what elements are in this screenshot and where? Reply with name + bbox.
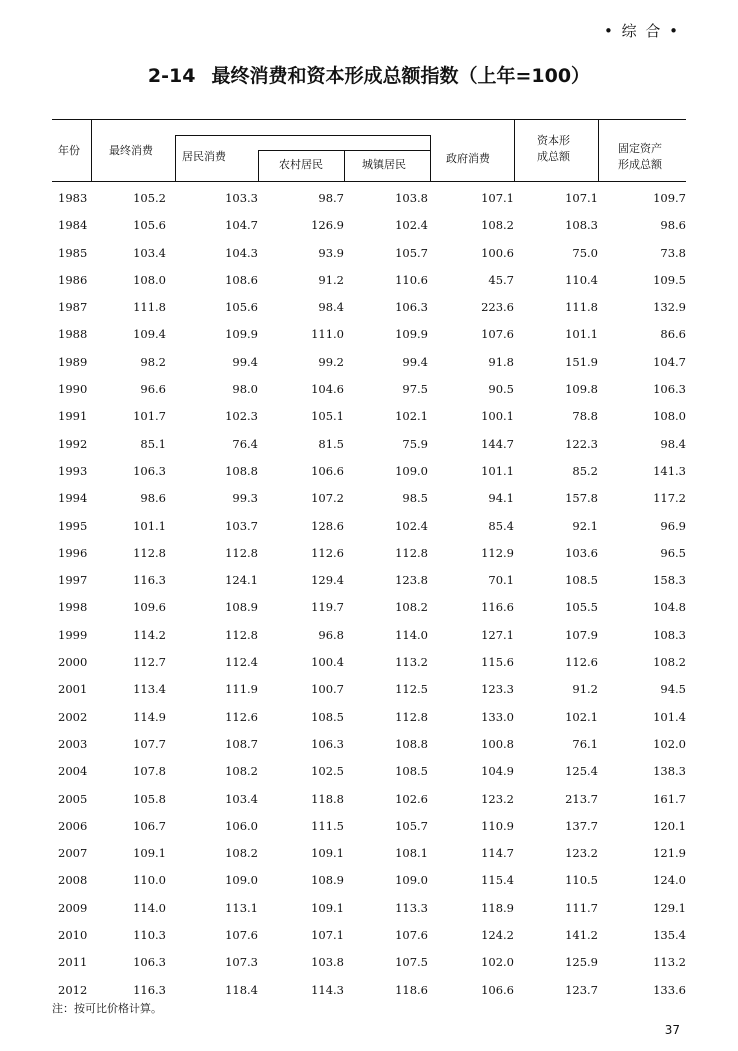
table-row xyxy=(52,485,686,512)
row-value: 105.7 xyxy=(395,818,428,833)
row-year: 1985 xyxy=(58,245,88,260)
row-value: 106.3 xyxy=(133,463,166,478)
table-row xyxy=(52,867,686,894)
row-value: 109.0 xyxy=(225,873,258,888)
divider-government xyxy=(430,135,431,181)
row-value: 85.4 xyxy=(488,518,514,533)
row-value: 105.5 xyxy=(565,600,598,615)
row-value: 108.9 xyxy=(311,873,344,888)
row-value: 113.3 xyxy=(395,900,428,915)
row-value: 96.8 xyxy=(318,627,344,642)
row-value: 108.2 xyxy=(225,846,258,861)
row-value: 98.4 xyxy=(318,300,344,315)
header-capital-formation-line2: 成总额 xyxy=(537,150,570,163)
table-row xyxy=(52,321,686,348)
row-value: 129.1 xyxy=(653,900,686,915)
row-value: 108.5 xyxy=(395,764,428,779)
row-value: 91.8 xyxy=(488,354,514,369)
row-value: 213.7 xyxy=(565,791,598,806)
row-value: 105.2 xyxy=(133,191,166,205)
row-value: 118.6 xyxy=(395,982,428,997)
row-value: 123.3 xyxy=(481,682,514,697)
row-value: 99.2 xyxy=(318,354,344,369)
row-value: 108.2 xyxy=(395,600,428,615)
row-value: 108.2 xyxy=(225,764,258,779)
row-value: 98.4 xyxy=(660,436,686,451)
row-value: 101.1 xyxy=(133,518,166,533)
row-value: 98.7 xyxy=(318,191,344,205)
row-value: 104.6 xyxy=(311,382,344,397)
table-row xyxy=(52,403,686,430)
row-year: 2009 xyxy=(58,900,88,915)
row-year: 2006 xyxy=(58,818,88,833)
row-value: 111.8 xyxy=(565,300,598,315)
row-value: 116.3 xyxy=(133,573,166,588)
row-value: 100.8 xyxy=(481,736,514,751)
row-value: 92.1 xyxy=(572,518,598,533)
table-row xyxy=(52,676,686,703)
row-value: 108.9 xyxy=(225,600,258,615)
row-year: 1991 xyxy=(58,409,88,424)
row-value: 76.1 xyxy=(572,736,598,751)
row-value: 103.7 xyxy=(225,518,258,533)
row-value: 112.8 xyxy=(395,709,428,724)
row-year: 2005 xyxy=(58,791,88,806)
table-row xyxy=(52,704,686,731)
row-value: 111.5 xyxy=(311,818,344,833)
row-value: 105.6 xyxy=(133,218,166,233)
table-row xyxy=(52,294,686,321)
page-number: 37 xyxy=(664,1023,680,1037)
table-row xyxy=(52,840,686,867)
row-value: 117.2 xyxy=(653,491,686,506)
row-value: 107.8 xyxy=(133,764,166,779)
header-fixed-capital-line1: 固定资产 xyxy=(618,142,662,155)
row-value: 118.9 xyxy=(481,900,514,915)
row-year: 2001 xyxy=(58,682,88,697)
table-title xyxy=(0,61,738,88)
row-year: 2000 xyxy=(58,655,88,670)
row-value: 109.7 xyxy=(653,191,686,205)
row-value: 85.1 xyxy=(140,436,166,451)
table-row xyxy=(52,349,686,376)
row-value: 102.1 xyxy=(565,709,598,724)
row-value: 108.5 xyxy=(311,709,344,724)
row-value: 86.6 xyxy=(660,327,686,342)
row-value: 161.7 xyxy=(653,791,686,806)
row-year: 1990 xyxy=(58,382,88,397)
row-year: 1996 xyxy=(58,545,88,560)
row-value: 96.9 xyxy=(660,518,686,533)
row-value: 114.2 xyxy=(133,627,166,642)
row-value: 108.2 xyxy=(481,218,514,233)
row-value: 108.5 xyxy=(565,573,598,588)
table-note: 注：按可比价格计算。 xyxy=(52,1002,162,1015)
row-value: 135.4 xyxy=(653,928,686,943)
row-value: 113.2 xyxy=(395,655,428,670)
row-year: 1998 xyxy=(58,600,88,615)
row-value: 124.1 xyxy=(225,573,258,588)
row-value: 102.0 xyxy=(481,955,514,970)
row-value: 96.6 xyxy=(140,382,166,397)
divider-final-consumption xyxy=(175,135,176,181)
header-fixed-capital-line2: 形成总额 xyxy=(618,158,662,171)
row-value: 106.3 xyxy=(133,955,166,970)
row-value: 106.3 xyxy=(653,382,686,397)
table-row xyxy=(52,540,686,567)
row-value: 104.3 xyxy=(225,245,258,260)
row-value: 111.9 xyxy=(225,682,258,697)
row-value: 109.9 xyxy=(225,327,258,342)
row-value: 97.5 xyxy=(402,382,428,397)
row-value: 113.2 xyxy=(653,955,686,970)
row-value: 103.6 xyxy=(565,545,598,560)
row-value: 112.6 xyxy=(225,709,258,724)
header-year: 年份 xyxy=(58,144,80,157)
row-value: 107.6 xyxy=(395,928,428,943)
row-value: 94.5 xyxy=(660,682,686,697)
row-value: 91.2 xyxy=(572,682,598,697)
row-value: 137.7 xyxy=(565,818,598,833)
row-value: 112.7 xyxy=(133,655,166,670)
row-value: 99.4 xyxy=(232,354,258,369)
row-value: 94.1 xyxy=(488,491,514,506)
row-year: 1993 xyxy=(58,463,88,478)
row-value: 81.5 xyxy=(318,436,344,451)
header-final-consumption: 最终消费 xyxy=(109,144,153,157)
row-value: 112.6 xyxy=(311,545,344,560)
row-value: 107.7 xyxy=(133,736,166,751)
row-value: 101.7 xyxy=(133,409,166,424)
row-value: 124.0 xyxy=(653,873,686,888)
row-value: 111.0 xyxy=(311,327,344,342)
row-value: 123.8 xyxy=(395,573,428,588)
row-value: 108.6 xyxy=(225,272,258,287)
row-year: 1988 xyxy=(58,327,88,342)
row-value: 108.0 xyxy=(133,272,166,287)
household-top-rule xyxy=(175,135,430,136)
row-value: 107.6 xyxy=(481,327,514,342)
row-year: 2012 xyxy=(58,982,88,997)
row-value: 103.8 xyxy=(311,955,344,970)
table-row xyxy=(52,240,686,267)
table-row xyxy=(52,758,686,785)
row-value: 105.8 xyxy=(133,791,166,806)
row-value: 112.4 xyxy=(225,655,258,670)
divider-fixed xyxy=(598,119,599,181)
row-year: 1992 xyxy=(58,436,88,451)
row-value: 107.3 xyxy=(225,955,258,970)
row-value: 102.0 xyxy=(653,736,686,751)
row-value: 101.1 xyxy=(565,327,598,342)
row-value: 110.9 xyxy=(481,818,514,833)
row-year: 1984 xyxy=(58,218,88,233)
row-value: 109.6 xyxy=(133,600,166,615)
table-row xyxy=(52,431,686,458)
row-value: 115.4 xyxy=(481,873,514,888)
row-value: 110.4 xyxy=(565,272,598,287)
row-value: 102.1 xyxy=(395,409,428,424)
row-value: 125.9 xyxy=(565,955,598,970)
row-value: 70.1 xyxy=(488,573,514,588)
divider-capital xyxy=(514,119,515,181)
row-value: 108.8 xyxy=(225,463,258,478)
row-value: 112.8 xyxy=(395,545,428,560)
row-value: 102.3 xyxy=(225,409,258,424)
row-value: 106.3 xyxy=(395,300,428,315)
row-value: 110.6 xyxy=(395,272,428,287)
row-value: 111.8 xyxy=(133,300,166,315)
row-value: 107.5 xyxy=(395,955,428,970)
row-value: 158.3 xyxy=(653,573,686,588)
row-value: 73.8 xyxy=(660,245,686,260)
row-year: 1997 xyxy=(58,573,88,588)
row-value: 98.2 xyxy=(140,354,166,369)
row-value: 110.0 xyxy=(133,873,166,888)
row-value: 98.0 xyxy=(232,382,258,397)
row-value: 108.3 xyxy=(653,627,686,642)
divider-year xyxy=(91,119,92,181)
row-value: 102.4 xyxy=(395,218,428,233)
row-value: 76.4 xyxy=(232,436,258,451)
row-value: 108.2 xyxy=(653,655,686,670)
row-value: 98.6 xyxy=(660,218,686,233)
row-year: 1999 xyxy=(58,627,88,642)
row-value: 78.8 xyxy=(572,409,598,424)
row-year: 1983 xyxy=(58,191,88,205)
header-urban: 城镇居民 xyxy=(362,158,406,171)
row-value: 125.4 xyxy=(565,764,598,779)
table-row xyxy=(52,185,686,212)
row-value: 106.0 xyxy=(225,818,258,833)
row-value: 102.6 xyxy=(395,791,428,806)
header-rural: 农村居民 xyxy=(279,158,323,171)
row-value: 112.9 xyxy=(481,545,514,560)
section-label: • 综 合 • xyxy=(604,22,680,40)
row-value: 157.8 xyxy=(565,491,598,506)
row-value: 109.1 xyxy=(311,900,344,915)
row-value: 105.6 xyxy=(225,300,258,315)
header-bottom-rule xyxy=(52,181,686,182)
header-household: 居民消费 xyxy=(182,150,226,163)
row-value: 104.8 xyxy=(653,600,686,615)
table-row xyxy=(52,267,686,294)
row-value: 106.6 xyxy=(481,982,514,997)
table-row xyxy=(52,594,686,621)
row-value: 108.1 xyxy=(395,846,428,861)
row-value: 133.0 xyxy=(481,709,514,724)
header-capital-formation-line1: 资本形 xyxy=(537,134,570,147)
row-value: 104.7 xyxy=(225,218,258,233)
row-value: 107.1 xyxy=(481,191,514,205)
row-value: 127.1 xyxy=(481,627,514,642)
row-value: 99.4 xyxy=(402,354,428,369)
row-year: 1989 xyxy=(58,354,88,369)
row-value: 141.2 xyxy=(565,928,598,943)
row-value: 108.0 xyxy=(653,409,686,424)
row-value: 107.1 xyxy=(565,191,598,205)
row-year: 1995 xyxy=(58,518,88,533)
row-value: 118.4 xyxy=(225,982,258,997)
row-value: 112.5 xyxy=(395,682,428,697)
divider-rural xyxy=(258,150,259,181)
table-row xyxy=(52,731,686,758)
row-value: 106.6 xyxy=(311,463,344,478)
row-value: 93.9 xyxy=(318,245,344,260)
table-row xyxy=(52,813,686,840)
row-value: 101.4 xyxy=(653,709,686,724)
row-value: 114.0 xyxy=(395,627,428,642)
row-value: 126.9 xyxy=(311,218,344,233)
row-year: 1986 xyxy=(58,272,88,287)
table-row xyxy=(52,567,686,594)
row-value: 123.2 xyxy=(481,791,514,806)
row-value: 138.3 xyxy=(653,764,686,779)
row-value: 133.6 xyxy=(653,982,686,997)
row-value: 114.3 xyxy=(311,982,344,997)
table-row xyxy=(52,922,686,949)
table-row xyxy=(52,786,686,813)
row-value: 113.4 xyxy=(133,682,166,697)
row-value: 98.6 xyxy=(140,491,166,506)
row-year: 2010 xyxy=(58,928,88,943)
row-value: 101.1 xyxy=(481,463,514,478)
row-value: 151.9 xyxy=(565,354,598,369)
row-value: 223.6 xyxy=(481,300,514,315)
row-value: 85.2 xyxy=(572,463,598,478)
row-value: 112.8 xyxy=(133,545,166,560)
row-value: 109.5 xyxy=(653,272,686,287)
header-top-rule xyxy=(52,119,686,120)
table-row xyxy=(52,458,686,485)
row-value: 116.3 xyxy=(133,982,166,997)
row-year: 2002 xyxy=(58,709,88,724)
row-value: 109.0 xyxy=(395,463,428,478)
row-value: 75.0 xyxy=(572,245,598,260)
table-number: 2-14 xyxy=(147,65,196,87)
row-value: 119.7 xyxy=(311,600,344,615)
table-row xyxy=(52,376,686,403)
row-value: 105.7 xyxy=(395,245,428,260)
row-value: 100.6 xyxy=(481,245,514,260)
row-year: 2007 xyxy=(58,846,88,861)
row-value: 109.0 xyxy=(395,873,428,888)
row-year: 2003 xyxy=(58,736,88,751)
row-value: 104.9 xyxy=(481,764,514,779)
table-row xyxy=(52,513,686,540)
row-value: 123.7 xyxy=(565,982,598,997)
row-value: 103.4 xyxy=(225,791,258,806)
row-value: 113.1 xyxy=(225,900,258,915)
row-value: 107.2 xyxy=(311,491,344,506)
row-value: 112.8 xyxy=(225,627,258,642)
row-value: 129.4 xyxy=(311,573,344,588)
row-value: 107.6 xyxy=(225,928,258,943)
row-year: 1994 xyxy=(58,491,88,506)
row-value: 100.1 xyxy=(481,409,514,424)
table-row xyxy=(52,949,686,976)
row-value: 109.1 xyxy=(133,846,166,861)
row-value: 75.9 xyxy=(402,436,428,451)
table-row xyxy=(52,212,686,239)
row-value: 107.9 xyxy=(565,627,598,642)
row-value: 111.7 xyxy=(565,900,598,915)
row-year: 2004 xyxy=(58,764,88,779)
row-value: 108.3 xyxy=(565,218,598,233)
table-row xyxy=(52,649,686,676)
row-value: 99.3 xyxy=(232,491,258,506)
row-value: 109.1 xyxy=(311,846,344,861)
row-value: 91.2 xyxy=(318,272,344,287)
row-value: 106.3 xyxy=(311,736,344,751)
row-value: 104.7 xyxy=(653,354,686,369)
row-value: 103.4 xyxy=(133,245,166,260)
header-government: 政府消费 xyxy=(446,152,490,165)
row-value: 114.0 xyxy=(133,900,166,915)
row-value: 114.9 xyxy=(133,709,166,724)
divider-urban xyxy=(344,150,345,181)
table-title-text: 最终消费和资本形成总额指数（上年=100） xyxy=(211,65,591,87)
row-value: 98.5 xyxy=(402,491,428,506)
row-value: 90.5 xyxy=(488,382,514,397)
table-row xyxy=(52,622,686,649)
row-value: 96.5 xyxy=(660,545,686,560)
row-value: 144.7 xyxy=(481,436,514,451)
row-value: 121.9 xyxy=(653,846,686,861)
row-value: 109.8 xyxy=(565,382,598,397)
row-value: 112.6 xyxy=(565,655,598,670)
row-value: 108.8 xyxy=(395,736,428,751)
row-value: 115.6 xyxy=(481,655,514,670)
row-value: 109.4 xyxy=(133,327,166,342)
row-value: 105.1 xyxy=(311,409,344,424)
row-value: 118.8 xyxy=(311,791,344,806)
row-value: 123.2 xyxy=(565,846,598,861)
row-value: 128.6 xyxy=(311,518,344,533)
row-value: 106.7 xyxy=(133,818,166,833)
row-value: 108.7 xyxy=(225,736,258,751)
row-value: 45.7 xyxy=(488,272,514,287)
row-value: 103.3 xyxy=(225,191,258,205)
row-year: 2008 xyxy=(58,873,88,888)
row-value: 124.2 xyxy=(481,928,514,943)
row-value: 102.4 xyxy=(395,518,428,533)
row-year: 1987 xyxy=(58,300,88,315)
row-value: 109.9 xyxy=(395,327,428,342)
row-value: 114.7 xyxy=(481,846,514,861)
row-value: 110.3 xyxy=(133,928,166,943)
row-value: 141.3 xyxy=(653,463,686,478)
row-value: 132.9 xyxy=(653,300,686,315)
row-value: 120.1 xyxy=(653,818,686,833)
row-value: 100.7 xyxy=(311,682,344,697)
table-body xyxy=(52,185,686,1004)
row-value: 110.5 xyxy=(565,873,598,888)
table-row xyxy=(52,895,686,922)
row-value: 100.4 xyxy=(311,655,344,670)
row-value: 102.5 xyxy=(311,764,344,779)
row-value: 116.6 xyxy=(481,600,514,615)
row-value: 112.8 xyxy=(225,545,258,560)
row-value: 122.3 xyxy=(565,436,598,451)
row-year: 2011 xyxy=(58,955,88,970)
row-value: 103.8 xyxy=(395,191,428,205)
row-value: 107.1 xyxy=(311,928,344,943)
